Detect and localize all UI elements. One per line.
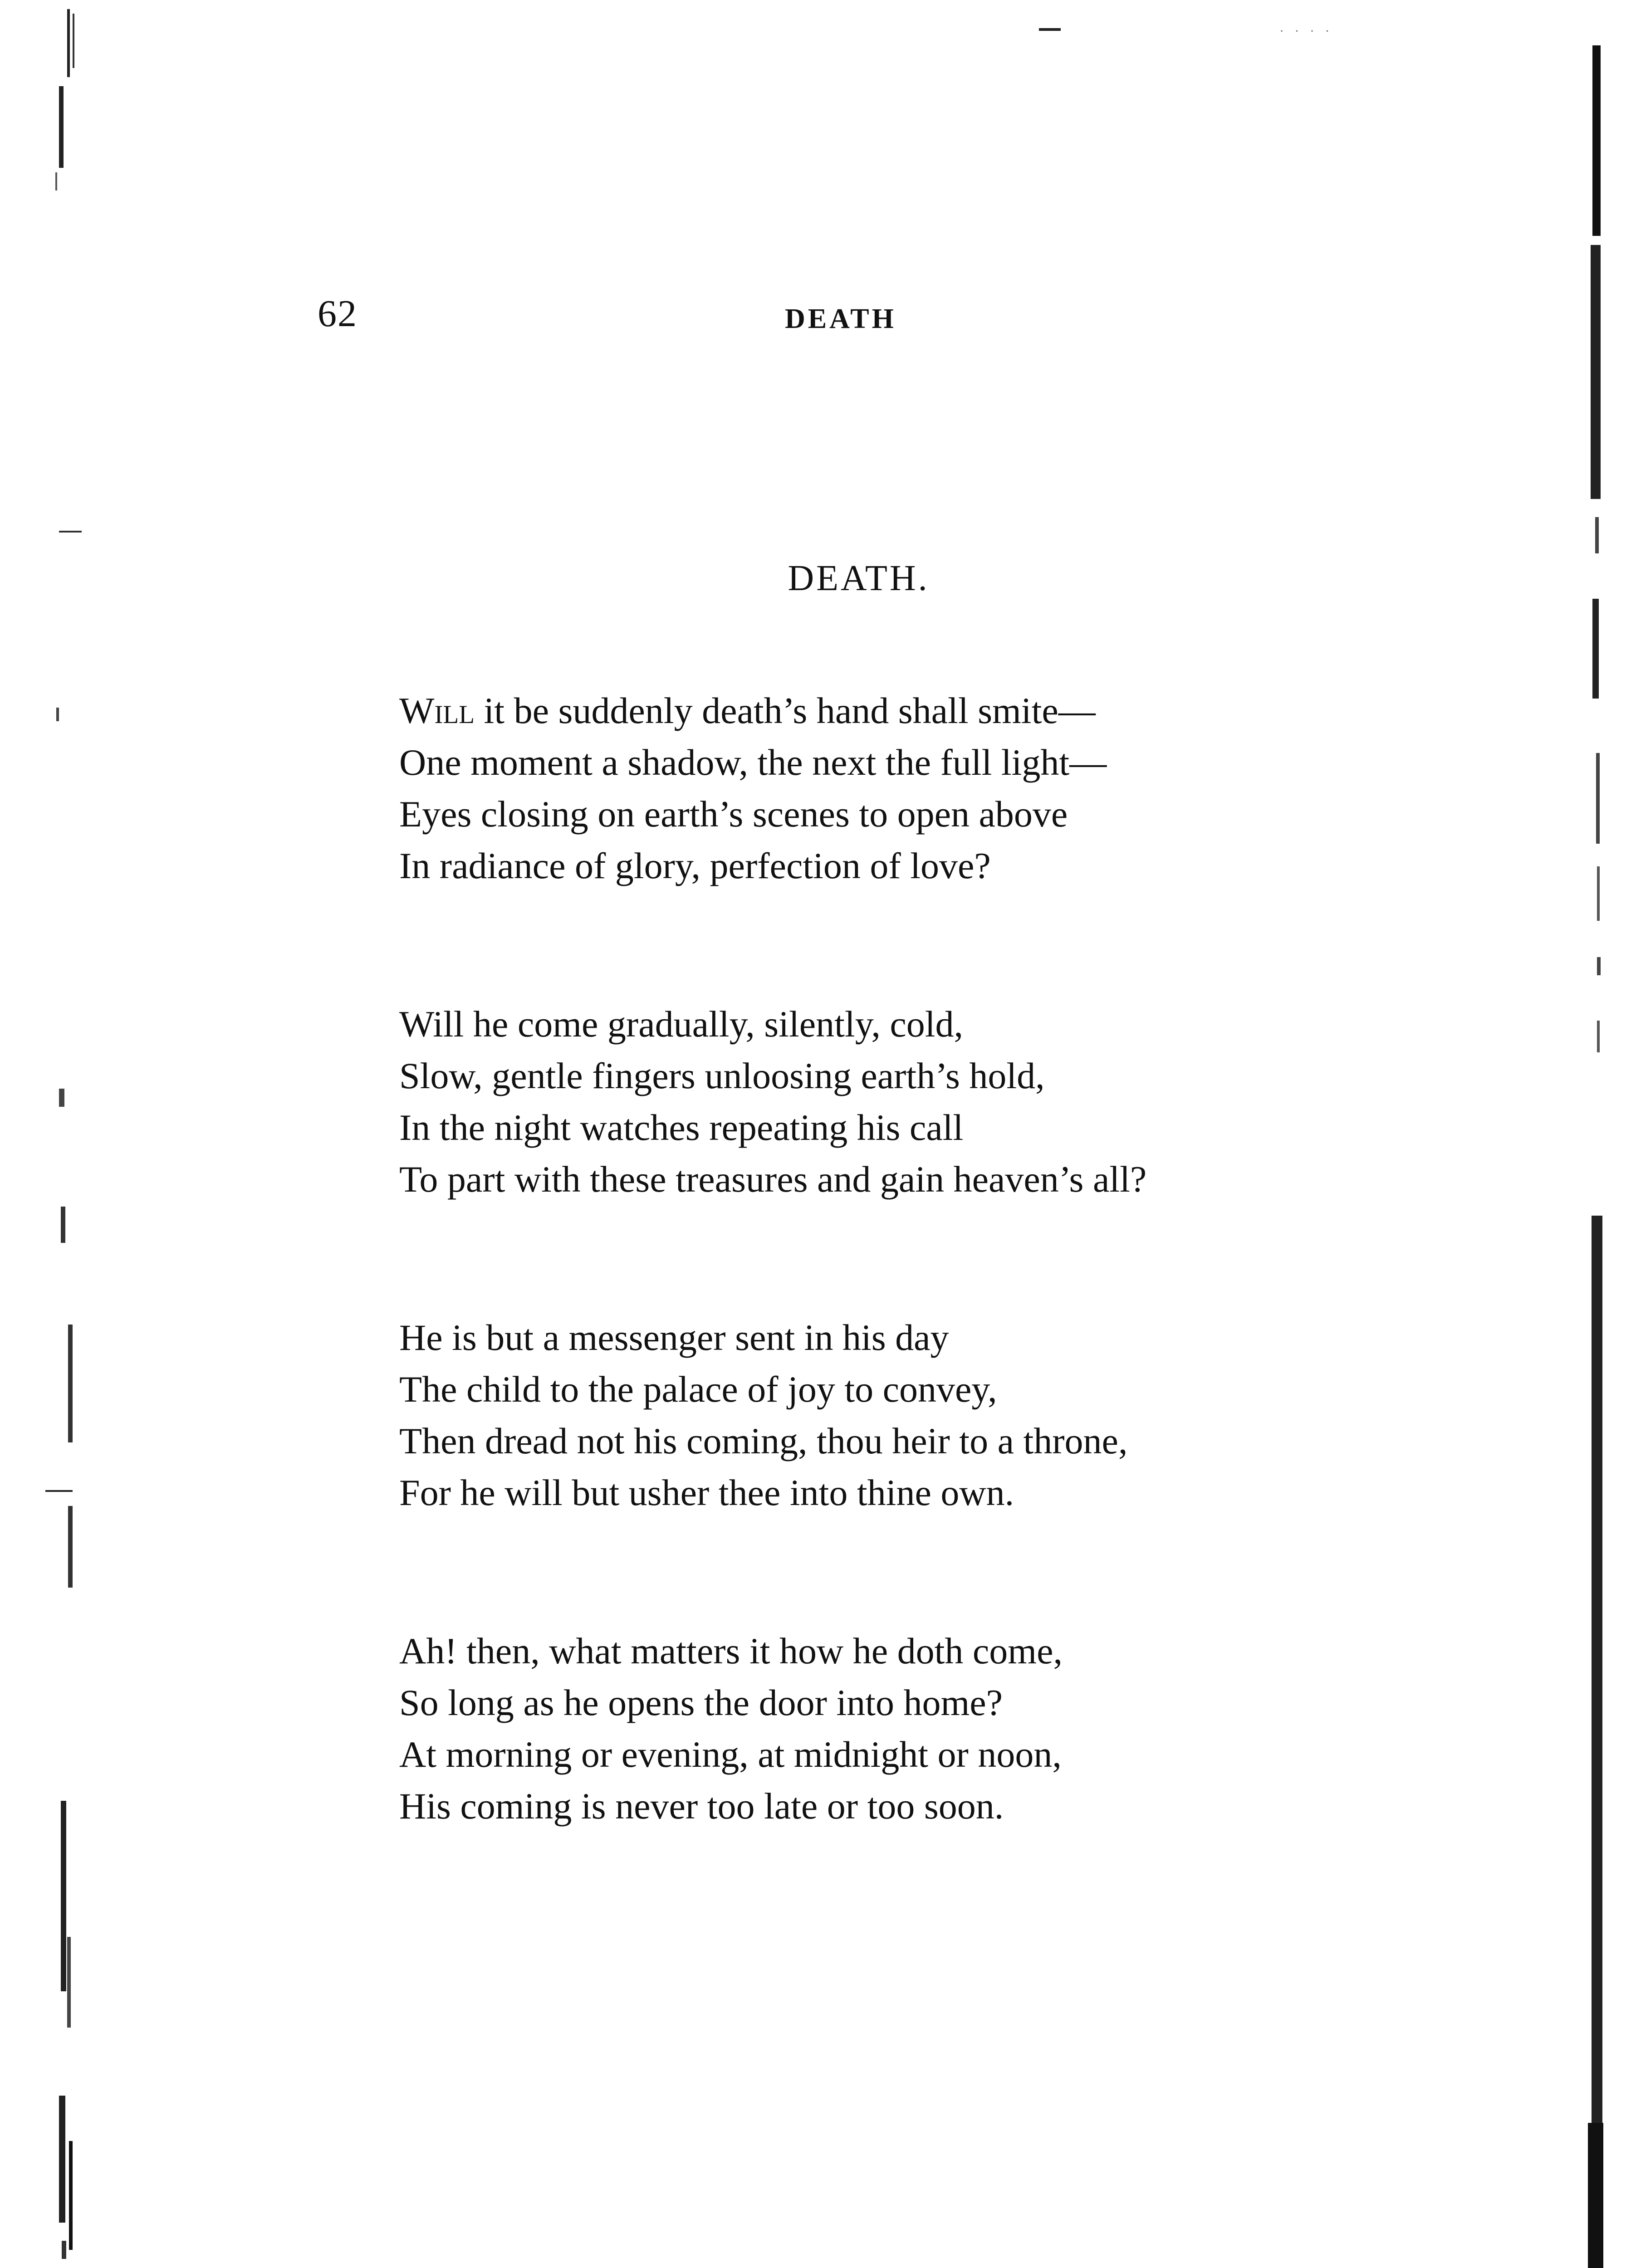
poem-line: To part with these treasures and gain heaven’s all? [399, 1158, 1147, 1200]
poem-line: Then dread not his coming, thou heir to a throne, [399, 1420, 1128, 1461]
running-title: DEATH [785, 303, 896, 334]
poem-line: One moment a shadow, the next the full light— [399, 742, 1107, 783]
left-scan-edge [27, 9, 91, 2268]
poem-line [399, 685, 1533, 737]
top-scan-dots: · · · · [1279, 24, 1333, 39]
right-scan-edge [1579, 27, 1631, 2268]
poem-line: For he will but usher thee into thine own. [399, 1472, 1014, 1513]
poem-line: Slow, gentle fingers unloosing earth’s hold, [399, 1055, 1045, 1096]
page-number: 62 [318, 293, 358, 335]
poem-line: In the night watches repeating his call [399, 1107, 964, 1148]
poem-line: The child to the palace of joy to convey, [399, 1369, 997, 1410]
opening-word: Will [399, 690, 475, 731]
stanza-1 [399, 685, 1533, 892]
stanza-2 [399, 998, 1533, 1205]
poem-line: So long as he opens the door into home? [399, 1682, 1003, 1723]
poem-line: In radiance of glory, perfection of love? [399, 845, 991, 886]
poem-title: DEATH. [788, 558, 930, 598]
poem-line: He is but a messenger sent in his day [399, 1317, 949, 1358]
stanza-4 [399, 1625, 1533, 1832]
poem-line: Will he come gradually, silently, cold, [399, 1003, 964, 1045]
poem-line: At morning or evening, at midnight or noon, [399, 1734, 1062, 1775]
poem-line: His coming is never too late or too soon. [399, 1785, 1004, 1827]
poem-line: Eyes closing on earth’s scenes to open above [399, 793, 1068, 835]
line-text: it be suddenly death’s hand shall smite— [475, 690, 1096, 731]
stanza-3 [399, 1312, 1533, 1519]
top-scan-mark [1039, 28, 1061, 31]
poem-line: Ah! then, what matters it how he doth come, [399, 1630, 1063, 1672]
poem-body [399, 685, 1533, 1939]
